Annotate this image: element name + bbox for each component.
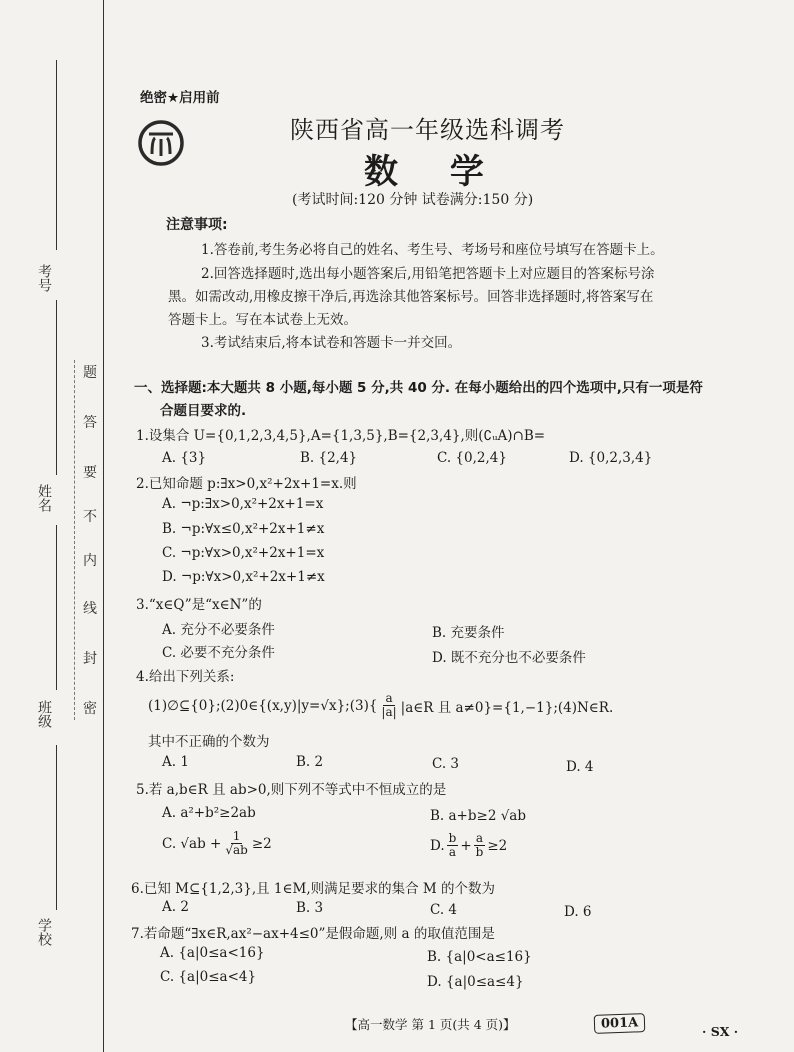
question-stem: 6.已知 M⊆{1,2,3},且 1∈M,则满足要求的集合 M 的个数为: [131, 881, 496, 897]
section-heading: 一、选择题:本大题共 8 小题,每小题 5 分,共 40 分. 在每小题给出的四个选项中,只有一项是符: [134, 380, 703, 396]
option-b[interactable]: B. 充要条件: [432, 625, 505, 641]
fraction: $\frac{1}{√ab}$: [225, 829, 248, 857]
option-c[interactable]: C. 必要不充分条件: [162, 645, 275, 661]
option-b[interactable]: B. 2: [296, 754, 324, 770]
notice-title: 注意事项:: [166, 217, 228, 233]
option-c[interactable]: C. {0,2,4}: [437, 450, 507, 466]
option-a[interactable]: A. 2: [162, 899, 189, 915]
option-a[interactable]: A. 充分不必要条件: [162, 622, 275, 638]
notice-item: 2.回答选择题时,选出每小题答案后,用铅笔把答题卡上对应题目的答案标号涂: [201, 266, 655, 282]
question-stem: 1.设集合 U={0,1,2,3,4,5},A={1,3,5},B={2,3,4},则(∁ᵤA)∩B=: [136, 428, 546, 444]
section-heading-cont: 合题目要求的.: [160, 403, 247, 419]
field-underline: [56, 525, 57, 690]
subject-tag: · SX ·: [702, 1024, 739, 1039]
option-d[interactable]: D. 4: [566, 759, 594, 775]
question-substem: 其中不正确的个数为: [148, 734, 270, 750]
field-label: 姓名: [36, 484, 52, 512]
option-a[interactable]: A. {a|0≤a<16}: [160, 945, 265, 961]
option-b[interactable]: B. {2,4}: [300, 450, 358, 466]
fraction: $\frac{a}{|a|}$: [381, 691, 397, 719]
notice-item: 1.答卷前,考生务必将自己的姓名、考生号、考场号和座位号填写在答题卡上。: [201, 242, 664, 258]
field-underline: [56, 60, 57, 250]
logo-icon: [136, 118, 186, 168]
option-d[interactable]: D. {a|0≤a≤4}: [427, 974, 524, 990]
binding-border-line: [103, 0, 104, 1052]
secret-label: 绝密★启用前: [140, 90, 220, 106]
question-stem: 7.若命题“∃x∈R,ax²−ax+4≤0”是假命题,则 a 的取值范围是: [131, 926, 495, 942]
option-a[interactable]: A. ¬p:∃x>0,x²+2x+1=x: [162, 496, 324, 512]
field-underline: [56, 745, 57, 910]
option-b[interactable]: B. a+b≥2 √ab: [430, 808, 526, 824]
field-underline: [56, 300, 57, 475]
question-stem: 2.已知命题 p:∃x>0,x²+2x+1=x.则: [136, 476, 357, 492]
fraction: $\frac{b}{a}$: [448, 831, 457, 859]
option-c[interactable]: C. ¬p:∀x>0,x²+2x+1=x: [162, 545, 325, 561]
option-b[interactable]: B. 3: [296, 900, 324, 916]
notice-item: 答题卡上。写在本试卷上无效。: [168, 312, 357, 328]
exam-title: 陕西省高一年级选科调考: [290, 116, 565, 144]
option-d[interactable]: D. ¬p:∀x>0,x²+2x+1≠x: [162, 569, 325, 585]
subject-title: 数 学: [364, 152, 484, 192]
option-a[interactable]: A. a²+b²≥2ab: [162, 805, 256, 821]
option-b[interactable]: B. {a|0<a≤16}: [427, 949, 532, 965]
exam-info: (考试时间:120 分钟 试卷满分:150 分): [292, 192, 534, 208]
option-c[interactable]: C. √ab + $\frac{1}{√ab}$ ≥2: [162, 829, 272, 857]
notice-item: 3.考试结束后,将本试卷和答题卡一并交回。: [201, 335, 462, 351]
page-footer: 【高一数学 第 1 页(共 4 页)】: [345, 1017, 516, 1032]
question-stem: 4.给出下列关系:: [136, 669, 235, 685]
question-stem: 3.“x∈Q”是“x∈N”的: [136, 597, 262, 613]
relation-list: (1)∅⊆{0};(2)0∈{(x,y)|y=√x};(3){ $\frac{a}{|a|}$ |a∈R 且 a≠0}={1,−1};(4)N∈R.: [148, 691, 614, 719]
field-label: 班级: [36, 700, 52, 728]
notice-item: 黑。如需改动,用橡皮擦干净后,再选涂其他答案标号。回答非选择题时,将答案写在: [168, 289, 654, 305]
paper-code-badge: 001A: [594, 1013, 646, 1034]
option-d[interactable]: D. 既不充分也不必要条件: [432, 650, 586, 666]
option-d[interactable]: D. $\frac{b}{a}$ + $\frac{a}{b}$ ≥2: [430, 831, 508, 859]
option-a[interactable]: A. 1: [162, 754, 189, 770]
option-c[interactable]: C. 4: [430, 902, 458, 918]
field-label: 考号: [36, 264, 52, 292]
question-stem: 5.若 a,b∈R 且 ab>0,则下列不等式中不恒成立的是: [136, 782, 447, 798]
option-c[interactable]: C. 3: [432, 756, 460, 772]
field-label: 学校: [36, 918, 52, 946]
option-a[interactable]: A. {3}: [162, 450, 207, 466]
option-b[interactable]: B. ¬p:∀x≤0,x²+2x+1≠x: [162, 521, 325, 537]
binding-dashed-line: [74, 360, 75, 720]
option-d[interactable]: D. {0,2,3,4}: [569, 450, 653, 466]
fraction: $\frac{a}{b}$: [475, 831, 484, 859]
option-d[interactable]: D. 6: [564, 904, 592, 920]
option-c[interactable]: C. {a|0≤a<4}: [160, 969, 257, 985]
